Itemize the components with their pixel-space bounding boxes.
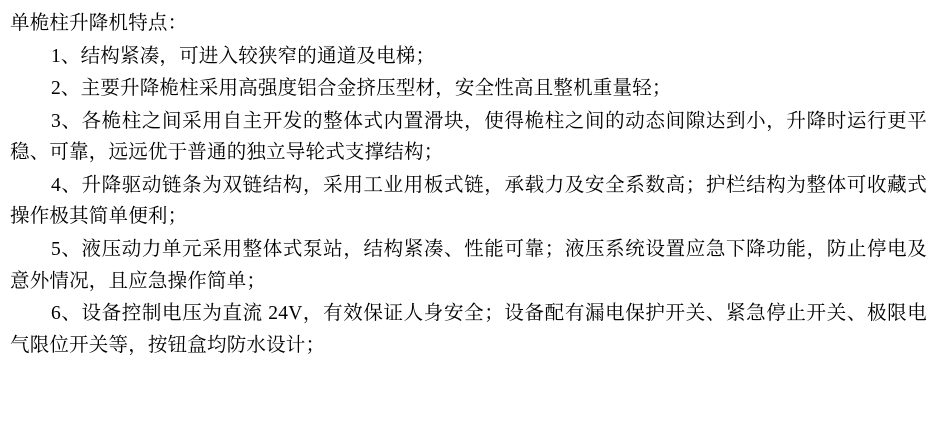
document-heading: 单桅柱升降机特点： — [10, 13, 188, 34]
document-paragraph-3: 3、各桅柱之间采用自主开发的整体式内置滑块，使得桅柱之间的动态间隙达到小，升降时运行更平稳、可靠，远远优于普通的独立导轮式支撑结构； — [10, 110, 927, 164]
document-paragraph-6: 6、设备控制电压为直流 24V，有效保证人身安全；设备配有漏电保护开关、紧急停止开关、极限电气限位开关等，按钮盒均防水设计； — [10, 303, 927, 356]
document-paragraph-5: 5、液压动力单元采用整体式泵站，结构紧凑、性能可靠；液压系统设置应急下降功能，防止停电及意外情况，且应急操作简单； — [10, 239, 927, 292]
document-paragraph-2: 2、主要升降桅柱采用高强度铝合金挤压型材，安全性高且整机重量轻； — [50, 78, 672, 100]
document-paragraph-4: 4、升降驱动链条为双链结构，采用工业用板式链，承载力及安全系数高；护栏结构为整体可收藏式操作极其简单便利； — [10, 174, 927, 228]
document-paragraph-1: 1、结构紧凑，可进入较狭窄的通道及电梯； — [50, 45, 436, 67]
